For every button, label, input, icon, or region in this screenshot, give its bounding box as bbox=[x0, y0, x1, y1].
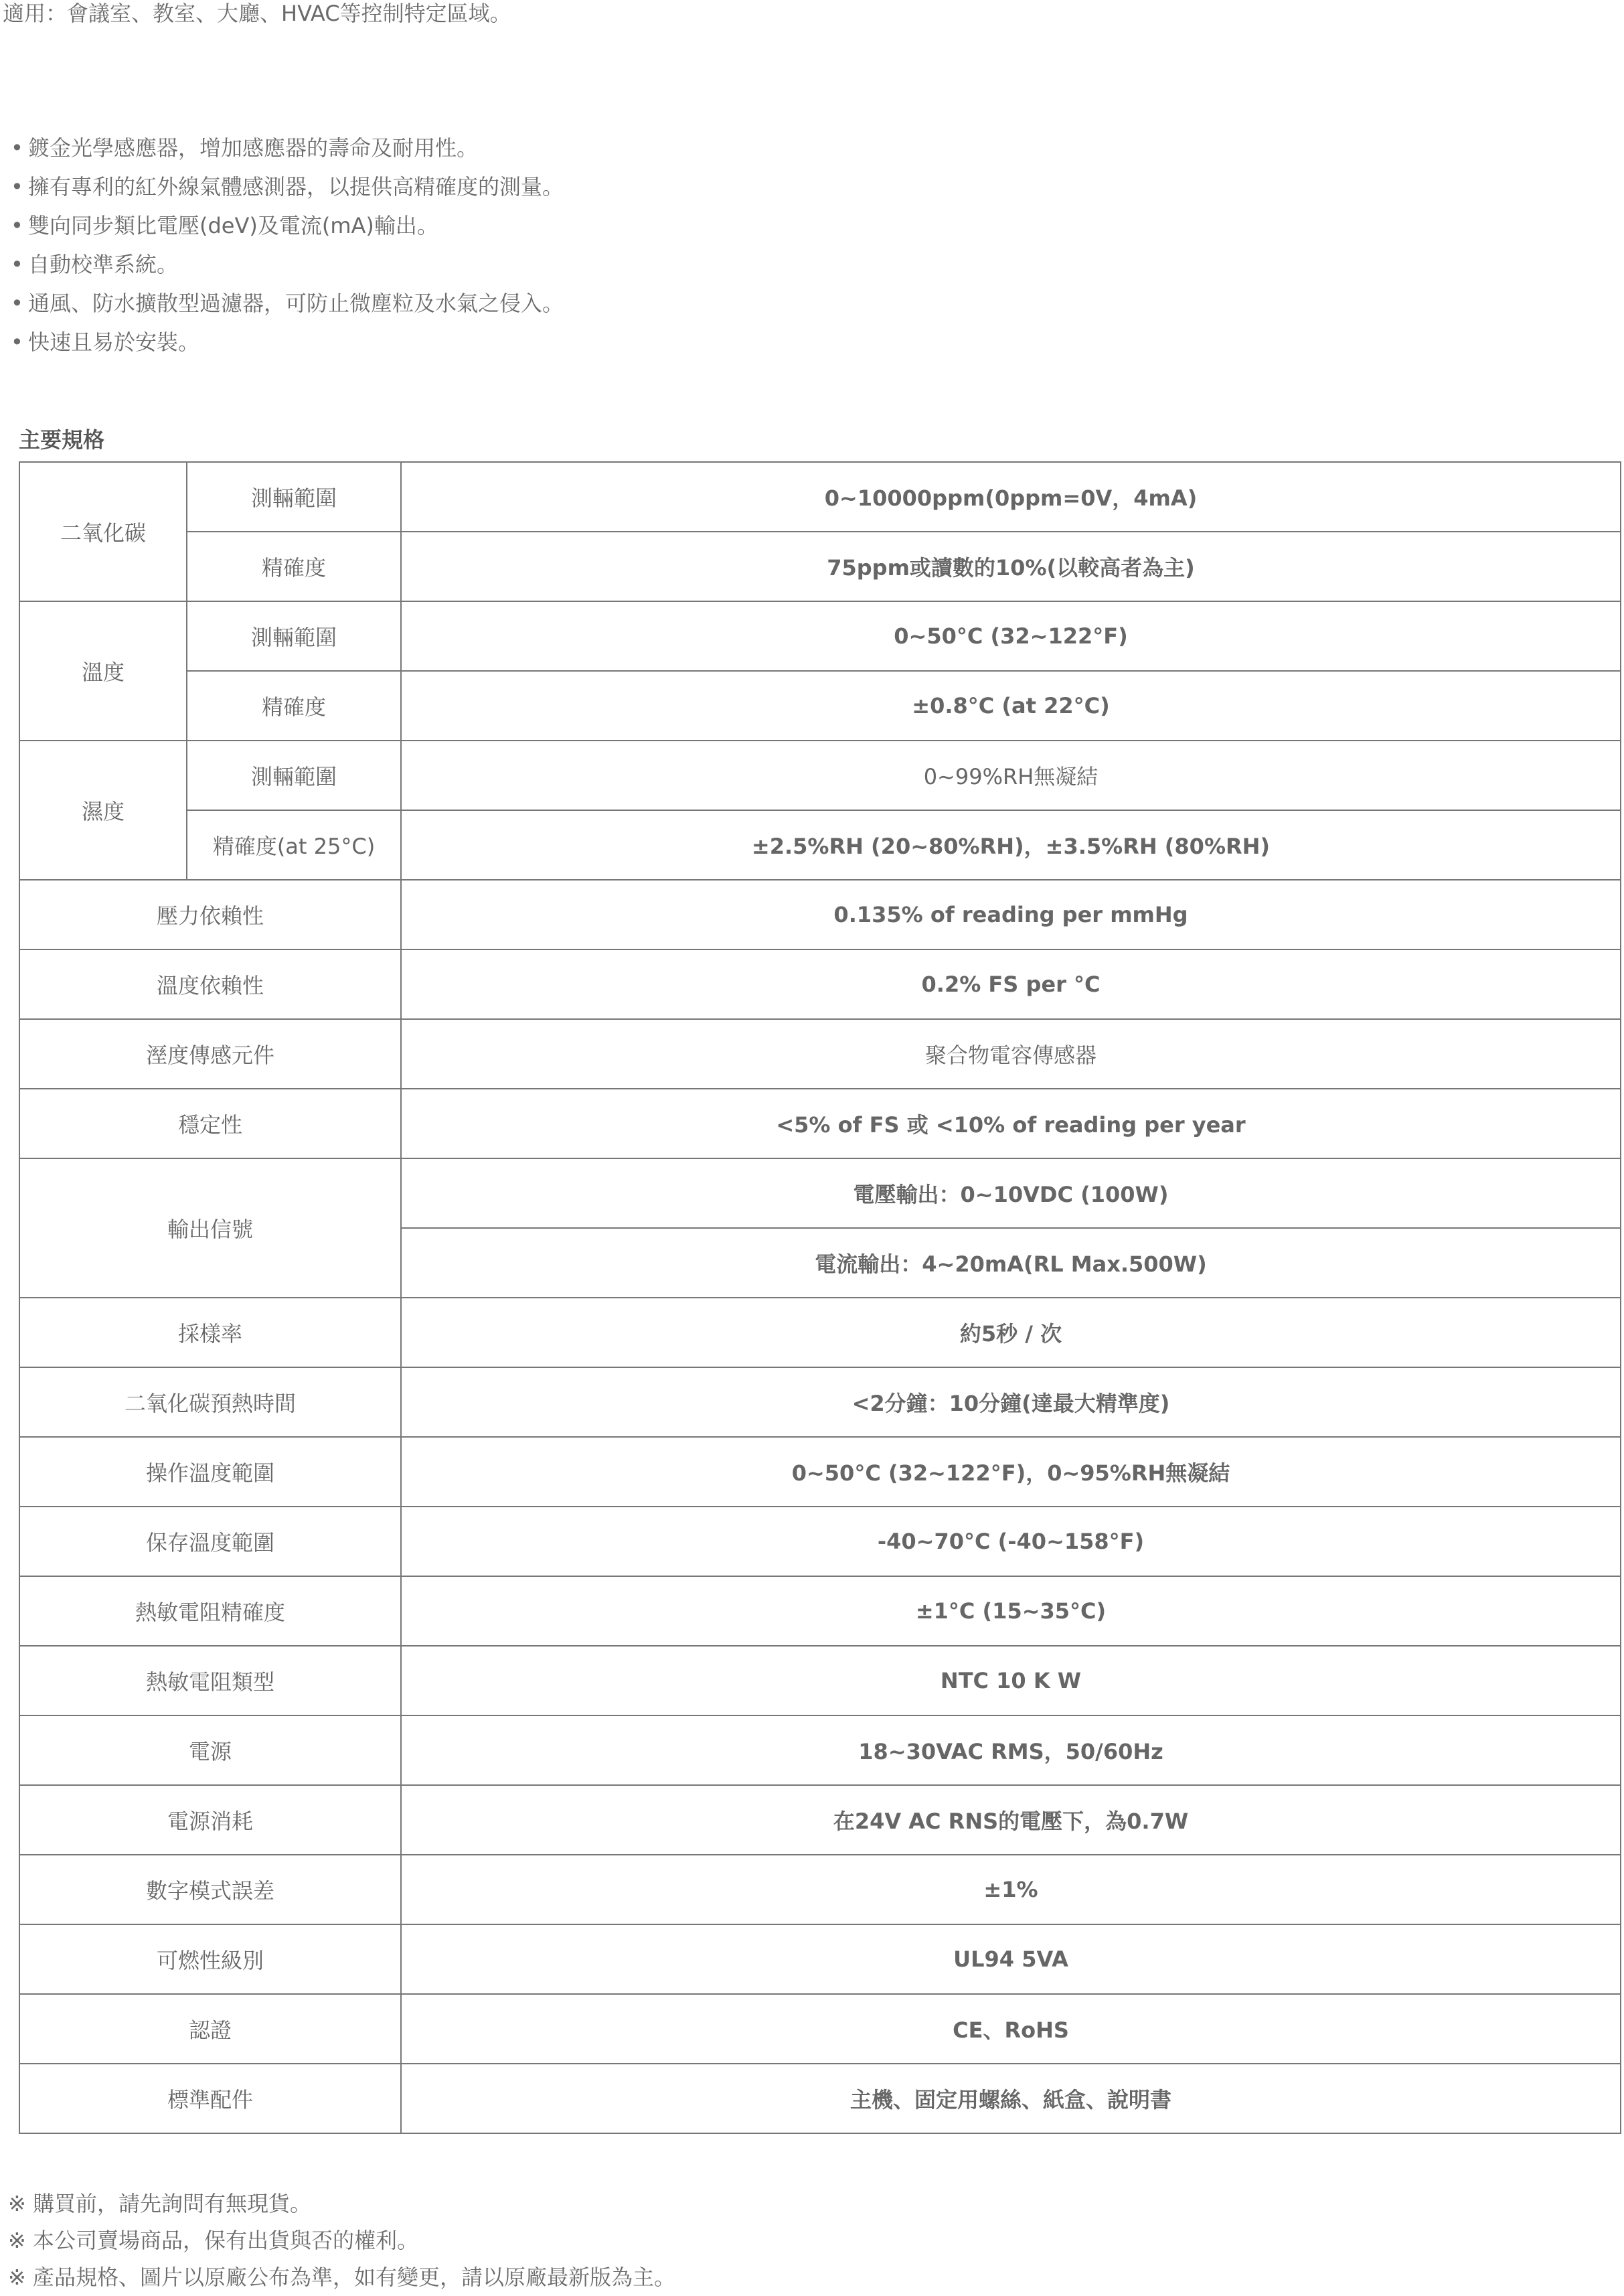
storage-range-label: 保存溫度範圍 bbox=[19, 1507, 401, 1576]
output-signal-label: 輸出信號 bbox=[19, 1158, 401, 1298]
bullet-icon: • bbox=[11, 291, 23, 316]
feature-text: 鍍金光學感應器，增加感應器的壽命及耐用性。 bbox=[28, 135, 479, 161]
storage-range-value: -40~70°C (-40~158°F) bbox=[401, 1507, 1621, 1576]
table-row bbox=[19, 1994, 1621, 2064]
table-row bbox=[19, 1785, 1621, 1855]
table-row bbox=[19, 949, 1621, 1019]
humidity-sensor-label: 溼度傳感元件 bbox=[19, 1019, 401, 1089]
humidity-accuracy-value: ±2.5%RH (20~80%RH)，±3.5%RH (80%RH) bbox=[401, 810, 1621, 880]
power-consumption-label: 電源消耗 bbox=[19, 1785, 401, 1855]
certification-label: 認證 bbox=[19, 1994, 401, 2064]
flammability-label: 可燃性級別 bbox=[19, 1924, 401, 1994]
temperature-group-label: 溫度 bbox=[19, 601, 187, 741]
bullet-icon: • bbox=[11, 135, 23, 161]
temperature-dependence-label: 溫度依賴性 bbox=[19, 949, 401, 1019]
feature-item bbox=[11, 129, 564, 167]
feature-item bbox=[11, 323, 564, 362]
power-label: 電源 bbox=[19, 1715, 401, 1785]
voltage-output-value: 電壓輸出：0~10VDC (100W) bbox=[401, 1158, 1621, 1228]
co2-range-label: 測輛範圍 bbox=[187, 462, 401, 532]
table-row bbox=[19, 1437, 1621, 1507]
feature-item bbox=[11, 206, 564, 245]
digital-error-label: 數字模式誤差 bbox=[19, 1855, 401, 1924]
table-row bbox=[19, 1507, 1621, 1576]
table-row bbox=[19, 1298, 1621, 1367]
feature-text: 快速且易於安裝。 bbox=[28, 329, 200, 355]
humidity-accuracy-label: 精確度(at 25°C) bbox=[187, 810, 401, 880]
warmup-label: 二氧化碳預熱時間 bbox=[19, 1367, 401, 1437]
co2-accuracy-label: 精確度 bbox=[187, 532, 401, 601]
notes-list bbox=[8, 2186, 675, 2296]
co2-group-label: 二氧化碳 bbox=[19, 462, 187, 601]
table-row bbox=[19, 1158, 1621, 1228]
bullet-icon: • bbox=[11, 329, 23, 355]
table-row bbox=[19, 810, 1621, 880]
bullet-icon: • bbox=[11, 252, 23, 277]
table-row bbox=[19, 601, 1621, 671]
humidity-sensor-value: 聚合物電容傳感器 bbox=[401, 1019, 1621, 1089]
pressure-dependence-value: 0.135% of reading per mmHg bbox=[401, 880, 1621, 949]
table-row bbox=[19, 671, 1621, 741]
table-row bbox=[19, 1019, 1621, 1089]
certification-value: CE、RoHS bbox=[401, 1994, 1621, 2064]
table-row bbox=[19, 2064, 1621, 2133]
table-row bbox=[19, 532, 1621, 601]
thermistor-accuracy-label: 熱敏電阻精確度 bbox=[19, 1576, 401, 1646]
power-consumption-value: 在24V AC RNS的電壓下，為0.7W bbox=[401, 1785, 1621, 1855]
humidity-group-label: 濕度 bbox=[19, 741, 187, 880]
feature-text: 雙向同步類比電壓(deV)及電流(mA)輸出。 bbox=[28, 213, 438, 238]
thermistor-accuracy-value: ±1°C (15~35°C) bbox=[401, 1576, 1621, 1646]
temperature-range-value: 0~50°C (32~122°F) bbox=[401, 601, 1621, 671]
sampling-rate-label: 採樣率 bbox=[19, 1298, 401, 1367]
table-row bbox=[19, 741, 1621, 810]
table-row bbox=[19, 1089, 1621, 1158]
table-row bbox=[19, 1646, 1621, 1715]
table-row bbox=[19, 1576, 1621, 1646]
thermistor-type-label: 熱敏電阻類型 bbox=[19, 1646, 401, 1715]
temperature-range-label: 測輛範圍 bbox=[187, 601, 401, 671]
bullet-icon: • bbox=[11, 174, 23, 200]
feature-item bbox=[11, 245, 564, 284]
digital-error-value: ±1% bbox=[401, 1855, 1621, 1924]
pressure-dependence-label: 壓力依賴性 bbox=[19, 880, 401, 949]
feature-text: 擁有專利的紅外線氣體感測器，以提供高精確度的測量。 bbox=[28, 174, 564, 200]
temperature-dependence-value: 0.2% FS per °C bbox=[401, 949, 1621, 1019]
bullet-icon: • bbox=[11, 213, 23, 238]
accessories-value: 主機、固定用螺絲、紙盒、說明書 bbox=[401, 2064, 1621, 2133]
warmup-value: <2分鐘：10分鐘(達最大精準度) bbox=[401, 1367, 1621, 1437]
power-value: 18~30VAC RMS，50/60Hz bbox=[401, 1715, 1621, 1785]
thermistor-type-value: NTC 10 K W bbox=[401, 1646, 1621, 1715]
sampling-rate-value: 約5秒 / 次 bbox=[401, 1298, 1621, 1367]
accessories-label: 標準配件 bbox=[19, 2064, 401, 2133]
feature-item bbox=[11, 167, 564, 206]
table-row bbox=[19, 1367, 1621, 1437]
feature-item bbox=[11, 284, 564, 323]
table-row bbox=[19, 462, 1621, 532]
co2-range-value: 0~10000ppm(0ppm=0V，4mA) bbox=[401, 462, 1621, 532]
note-item: ※ 產品規格、圖片以原廠公布為準，如有變更，請以原廠最新版為主。 bbox=[8, 2265, 675, 2290]
table-row bbox=[19, 1715, 1621, 1785]
feature-text: 通風、防水擴散型過濾器，可防止微塵粒及水氣之侵入。 bbox=[28, 291, 564, 316]
temperature-accuracy-value: ±0.8°C (at 22°C) bbox=[401, 671, 1621, 741]
table-row bbox=[19, 1924, 1621, 1994]
operating-range-value: 0~50°C (32~122°F)，0~95%RH無凝結 bbox=[401, 1437, 1621, 1507]
spec-title: 主要規格 bbox=[19, 427, 105, 453]
humidity-range-label: 測輛範圍 bbox=[187, 741, 401, 810]
feature-list bbox=[11, 129, 564, 362]
temperature-accuracy-label: 精確度 bbox=[187, 671, 401, 741]
note-item: ※ 本公司賣場商品，保有出貨與否的權利。 bbox=[8, 2228, 418, 2253]
feature-text: 自動校準系統。 bbox=[28, 252, 179, 277]
spec-table bbox=[19, 461, 1621, 2134]
current-output-value: 電流輸出：4~20mA(RL Max.500W) bbox=[401, 1228, 1621, 1298]
table-row bbox=[19, 880, 1621, 949]
humidity-range-value: 0~99%RH無凝結 bbox=[401, 741, 1621, 810]
table-row bbox=[19, 1855, 1621, 1924]
flammability-value: UL94 5VA bbox=[401, 1924, 1621, 1994]
intro-text: 適用：會議室、教室、大廳、HVAC等控制特定區域。 bbox=[3, 1, 511, 26]
note-item: ※ 購買前，請先詢問有無現貨。 bbox=[8, 2191, 311, 2216]
stability-label: 穩定性 bbox=[19, 1089, 401, 1158]
stability-value: <5% of FS 或 <10% of reading per year bbox=[401, 1089, 1621, 1158]
co2-accuracy-value: 75ppm或讀數的10%(以較高者為主) bbox=[401, 532, 1621, 601]
operating-range-label: 操作溫度範圍 bbox=[19, 1437, 401, 1507]
